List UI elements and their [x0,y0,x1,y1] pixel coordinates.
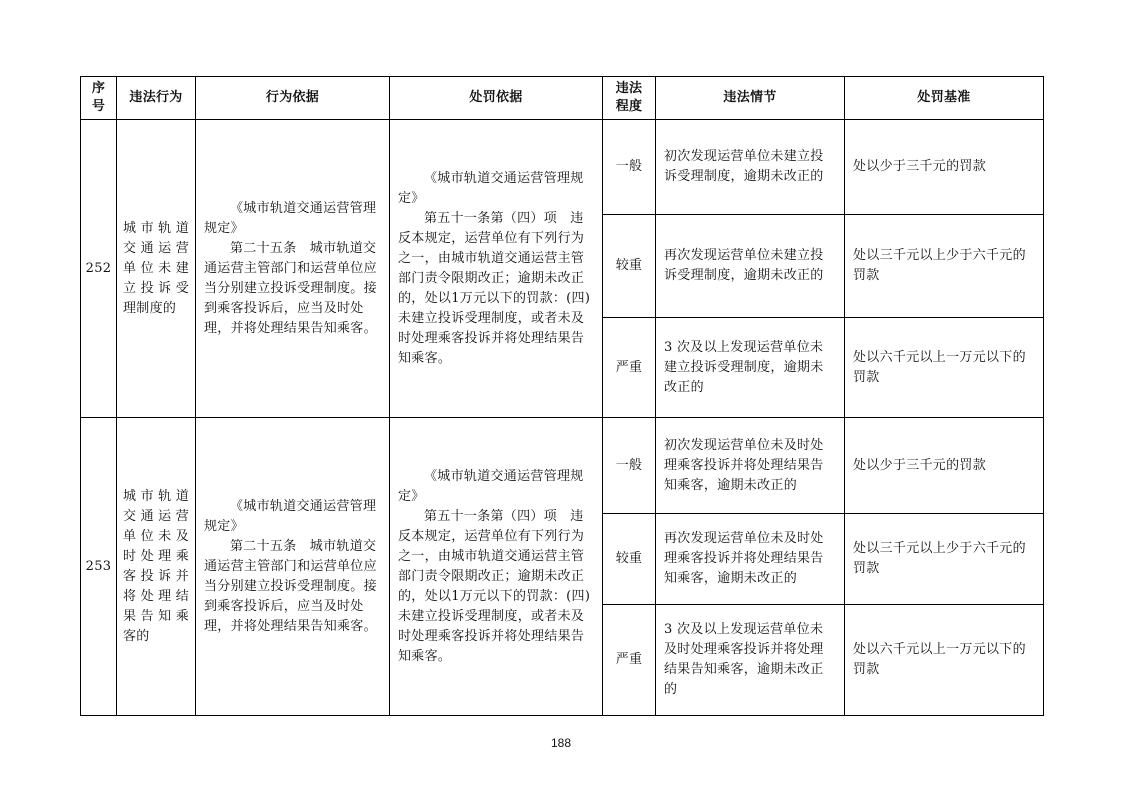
penalty-standard-table [80,76,1044,716]
standard-severe: 处以六千元以上一万元以下的罚款 [845,605,1044,716]
penalty-title: 《城市轨道交通运营管理规定》 [398,170,584,206]
standard-serious: 处以三千元以上少于六千元的罚款 [845,215,1044,318]
header-act: 违法行为 [117,77,196,120]
circumstance-general: 初次发现运营单位未及时处理乘客投诉并将处理结果告知乘客，逾期未改正的 [656,418,845,514]
header-degree: 违法程度 [603,77,656,120]
page-number: 188 [550,736,572,750]
table-header-row [81,77,1044,120]
table-row [81,120,1044,215]
conduct-basis [196,418,390,716]
degree-serious: 较重 [603,215,656,318]
degree-general: 一般 [603,120,656,215]
header-no: 序号 [81,77,117,120]
conduct-basis [196,120,390,418]
penalty-basis [390,418,603,716]
violation-act: 城市轨道交通运营单位未建立投诉受理制度的 [117,120,196,418]
basis-title: 《城市轨道交通运营管理规定》 [204,498,377,534]
degree-severe: 严重 [603,605,656,716]
table-row [81,418,1044,514]
basis-title: 《城市轨道交通运营管理规定》 [204,200,377,236]
circumstance-general: 初次发现运营单位未建立投诉受理制度，逾期未改正的 [656,120,845,215]
degree-severe: 严重 [603,318,656,418]
standard-severe: 处以六千元以上一万元以下的罚款 [845,318,1044,418]
penalty-text: 第五十一条第（四）项 违反本规定，运营单位有下列行为之一，由城市轨道交通运营主管部门责令限期改正；逾期未改正的，处以1万元以下的罚款：(四)未建立投诉受理制度，或者未及时处理乘客投诉并将处理结果告知乘客。 [398,508,591,664]
header-basis: 行为依据 [196,77,390,120]
degree-general: 一般 [603,418,656,514]
standard-general: 处以少于三千元的罚款 [845,418,1044,514]
violation-act: 城市轨道交通运营单位未及时处理乘客投诉并将处理结果告知乘客的 [117,418,196,716]
standard-serious: 处以三千元以上少于六千元的罚款 [845,514,1044,605]
circumstance-serious: 再次发现运营单位未建立投诉受理制度，逾期未改正的 [656,215,845,318]
penalty-title: 《城市轨道交通运营管理规定》 [398,468,584,504]
header-standard: 处罚基准 [845,77,1044,120]
penalty-basis [390,120,603,418]
circumstance-serious: 再次发现运营单位未及时处理乘客投诉并将处理结果告知乘客，逾期未改正的 [656,514,845,605]
standard-general: 处以少于三千元的罚款 [845,120,1044,215]
penalty-text: 第五十一条第（四）项 违反本规定，运营单位有下列行为之一，由城市轨道交通运营主管部门责令限期改正；逾期未改正的，处以1万元以下的罚款：(四)未建立投诉受理制度，或者未及时处理乘客投诉并将处理结果告知乘客。 [398,210,591,366]
circumstance-severe: 3 次及以上发现运营单位未及时处理乘客投诉并将处理结果告知乘客，逾期未改正的 [656,605,845,716]
degree-serious: 较重 [603,514,656,605]
basis-text: 第二十五条 城市轨道交通运营主管部门和运营单位应当分别建立投诉受理制度。接到乘客投诉后，应当及时处理，并将处理结果告知乘客。 [204,240,377,336]
header-penalty-basis: 处罚依据 [390,77,603,120]
row-number: 252 [81,120,117,418]
header-circumstance: 违法情节 [656,77,845,120]
basis-text: 第二十五条 城市轨道交通运营主管部门和运营单位应当分别建立投诉受理制度。接到乘客投诉后，应当及时处理，并将处理结果告知乘客。 [204,538,377,634]
row-number: 253 [81,418,117,716]
circumstance-severe: 3 次及以上发现运营单位未建立投诉受理制度，逾期未改正的 [656,318,845,418]
